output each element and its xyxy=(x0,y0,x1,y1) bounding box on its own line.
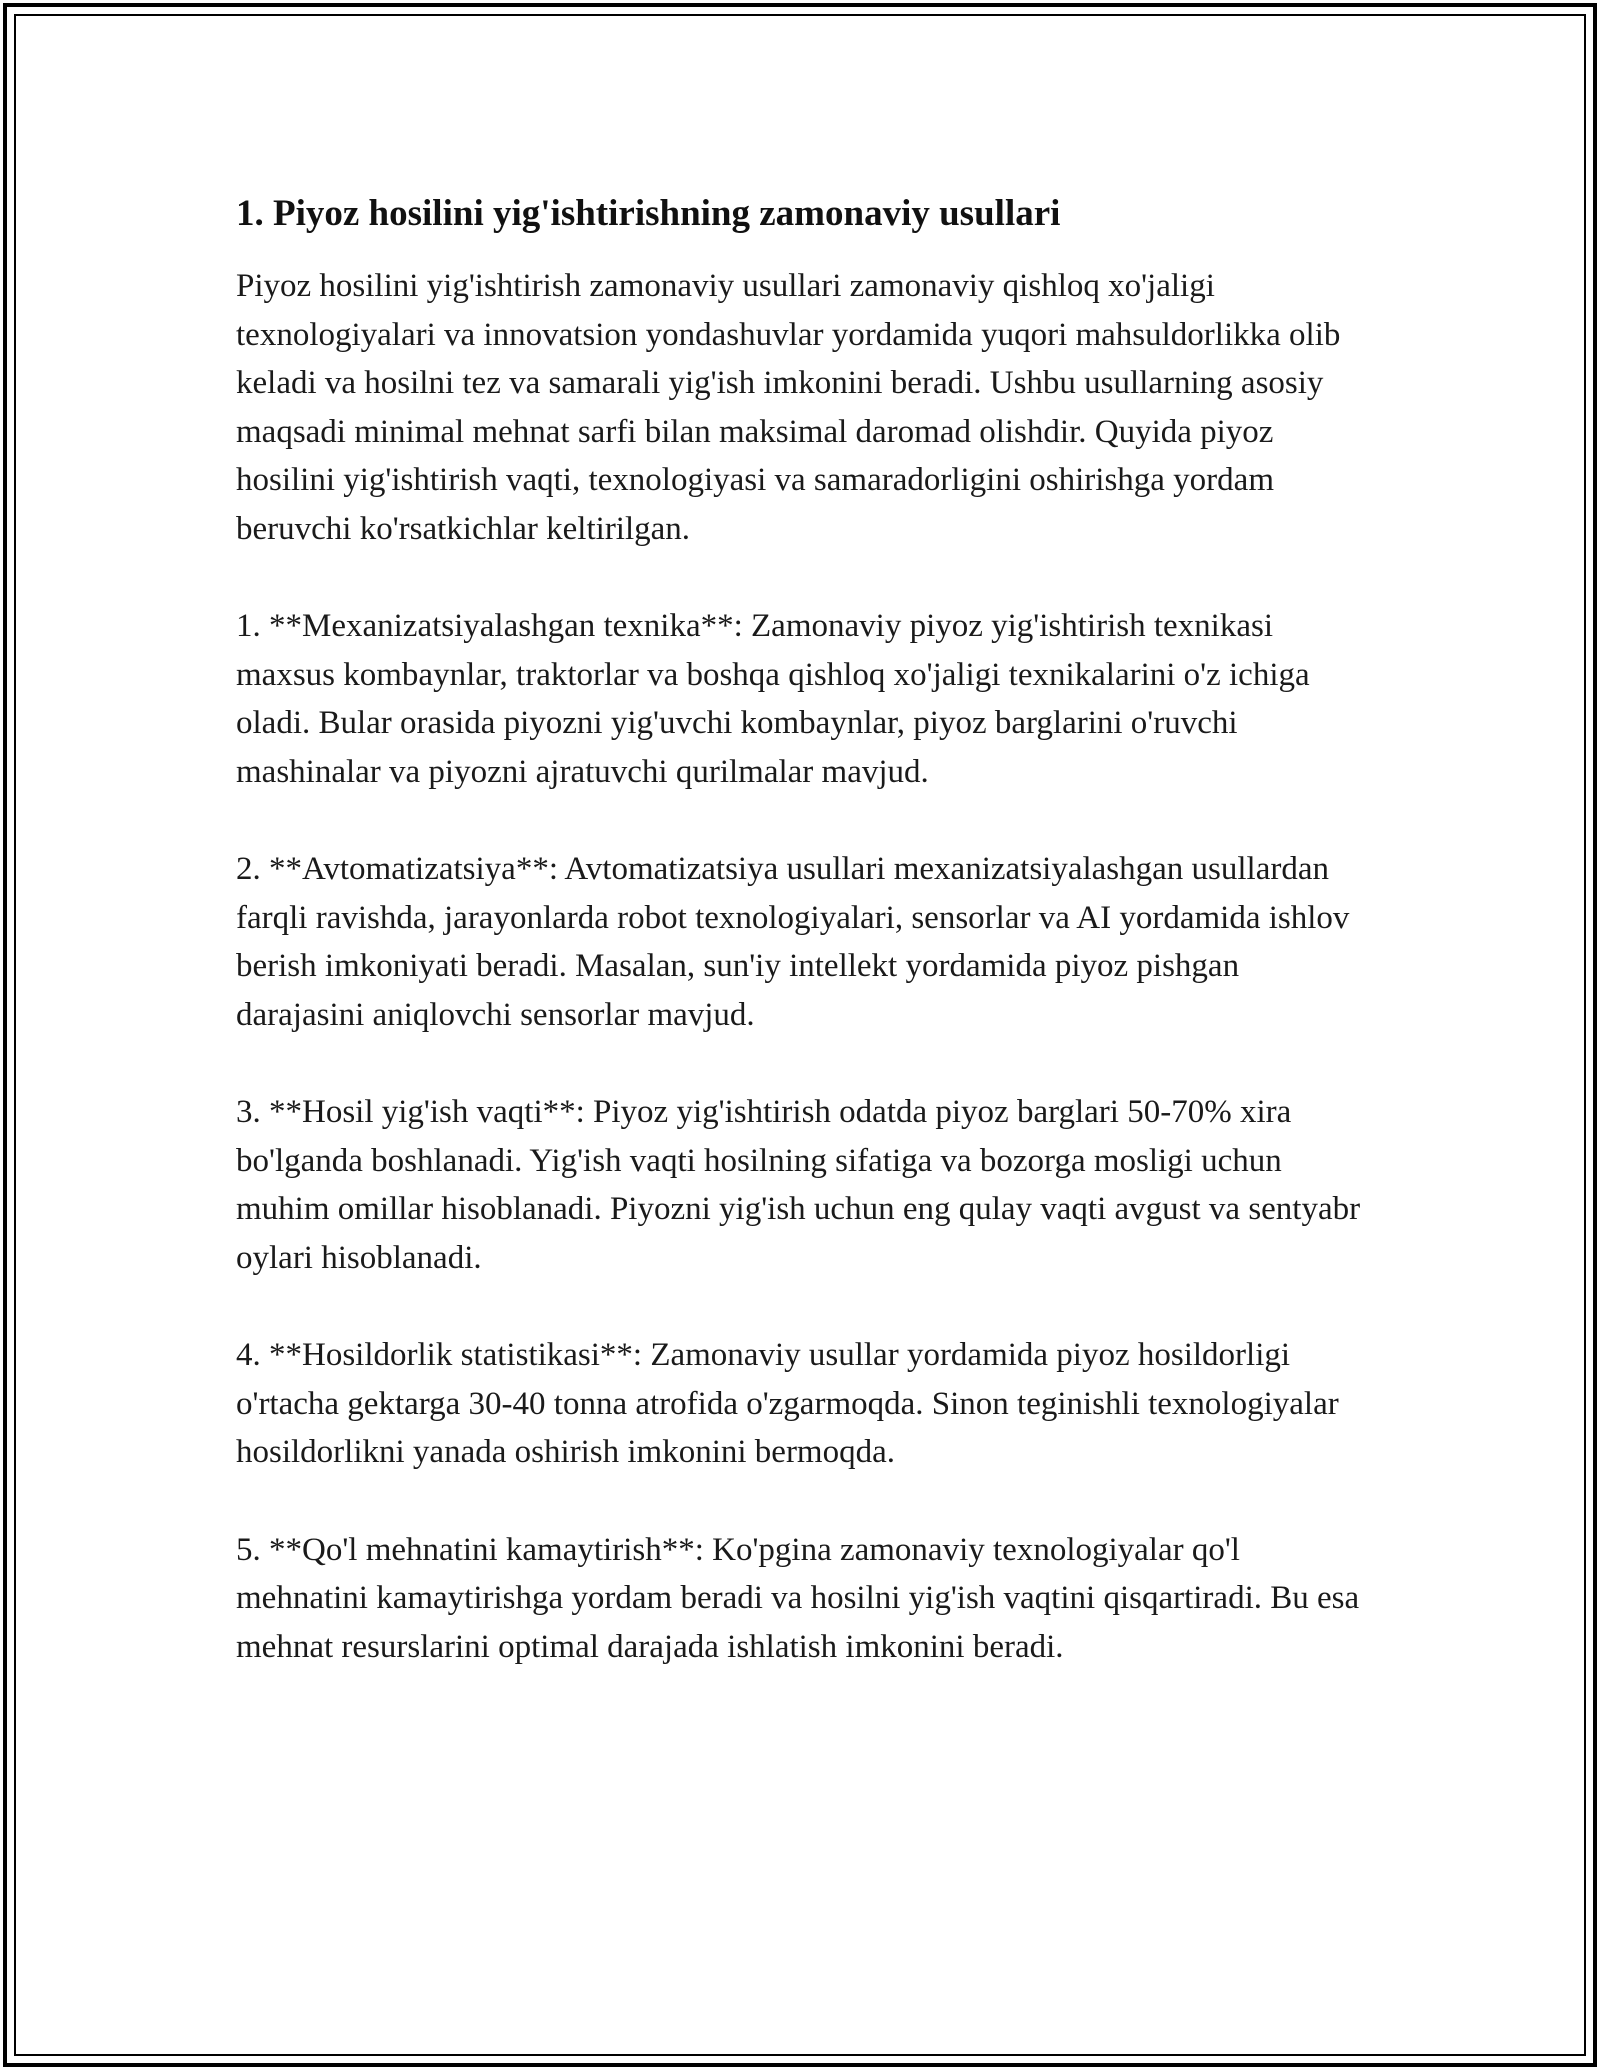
intro-paragraph: Piyoz hosilini yig'ishtirish zamonaviy usullari zamonaviy qishloq xo'jaligi texnologiyalari va innovatsion yondashuvlar yordamida yuqori mahsuldorlikka olib keladi va hosilni tez va samarali yig'ish imkonini beradi. Ushbu usullarning asosiy maqsadi minimal mehnat sarfi bilan maksimal daromad olishdir. Quyida piyoz hosilini yig'ishtirish vaqti, texnologiyasi va samaradorligini oshirishga yordam beruvchi ko'rsatkichlar keltirilgan. xyxy=(236,268,1341,547)
document-body xyxy=(236,188,1366,1720)
document-title: 1. Piyoz hosilini yig'ishtirishning zamonaviy usullari xyxy=(236,193,1061,234)
list-item-automation: 2. **Avtomatizatsiya**: Avtomatizatsiya usullari mexanizatsiyalashgan usullardan farqli ravishda, jarayonlarda robot texnologiyalari, sensorlar va AI yordamida ishlov berish imkoniyati beradi. Masalan, sun'iy intellekt yordamida piyoz pishgan darajasini aniqlovchi sensorlar mavjud. xyxy=(236,851,1350,1033)
list-item-manual-labor-reduction: 5. **Qo'l mehnatini kamaytirish**: Ko'pgina zamonaviy texnologiyalar qo'l mehnatini kamaytirishga yordam beradi va hosilni yig'ish vaqtini qisqartiradi. Bu esa mehnat resurslarini optimal darajada ishlatish imkonini beradi. xyxy=(236,1531,1360,1665)
list-item-harvest-time: 3. **Hosil yig'ish vaqti**: Piyoz yig'ishtirish odatda piyoz barglari 50-70% xira bo'lganda boshlanadi. Yig'ish vaqti hosilning sifatiga va bozorga mosligi uchun muhim omillar hisoblanadi. Piyozni yig'ish uchun eng qulay vaqti avgust va sentyabr oylari hisoblanadi. xyxy=(236,1094,1361,1276)
list-item-mechanization: 1. **Mexanizatsiyalashgan texnika**: Zamonaviy piyoz yig'ishtirish texnikasi maxsus kombaynlar, traktorlar va boshqa qishloq xo'jaligi texnikalarini o'z ichiga oladi. Bular orasida piyozni yig'uvchi kombaynlar, piyoz barglarini o'ruvchi mashinalar va piyozni ajratuvchi qurilmalar mavjud. xyxy=(236,608,1310,790)
list-item-yield-statistics: 4. **Hosildorlik statistikasi**: Zamonaviy usullar yordamida piyoz hosildorligi o'rtacha gektarga 30-40 tonna atrofida o'zgarmoqda. Sinon teginishli texnologiyalar hosildorlikni yanada oshirish imkonini bermoqda. xyxy=(236,1337,1339,1470)
